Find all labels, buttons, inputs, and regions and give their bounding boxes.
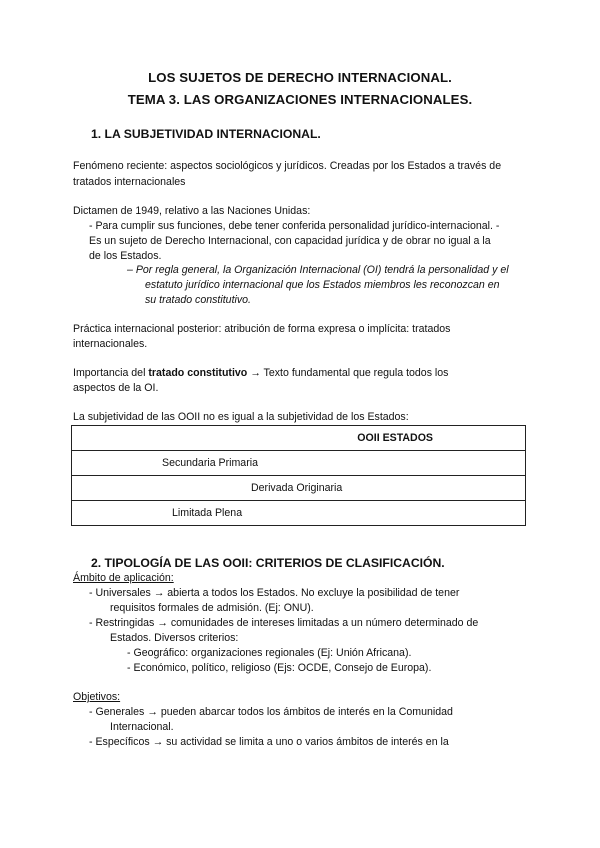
table-cell: Limitada Plena xyxy=(72,501,526,526)
objetivos-label: Objetivos: xyxy=(73,691,121,703)
table-header-cell: OOII ESTADOS xyxy=(72,426,526,451)
importancia-line1 xyxy=(73,365,448,381)
importancia-post: → Texto fundamental que regula todos los xyxy=(247,367,449,379)
criterio-economico: - Económico, político, religioso (Ejs: OCDE, Consejo de Europa). xyxy=(127,662,432,674)
table-row xyxy=(72,501,526,526)
dictamen-line: Dictamen de 1949, relativo a las Naciones Unidas: xyxy=(73,205,311,217)
table-cell: Secundaria Primaria xyxy=(72,451,526,476)
generales-line1: - Generales → pueden abarcar todos los ámbitos de interés en la Comunidad xyxy=(89,706,453,718)
practica-line2: internacionales. xyxy=(73,338,148,350)
italic-line3: su tratado constitutivo. xyxy=(145,294,251,306)
para1-line2: tratados internacionales xyxy=(73,176,186,188)
italic-line1: – Por regla general, la Organización Internacional (OI) tendrá la personalidad y el xyxy=(127,264,509,276)
ambito-label: Ámbito de aplicación: xyxy=(73,572,174,584)
table-intro: La subjetividad de las OOII no es igual a la subjetividad de los Estados: xyxy=(73,411,409,423)
table-row xyxy=(72,476,526,501)
doc-title-line1: LOS SUJETOS DE DERECHO INTERNACIONAL. xyxy=(148,70,452,85)
table-row xyxy=(72,451,526,476)
criterio-geografico: - Geográfico: organizaciones regionales (Ej: Unión Africana). xyxy=(127,647,412,659)
section1-heading: 1. LA SUBJETIVIDAD INTERNACIONAL. xyxy=(91,127,321,141)
practica-line1: Práctica internacional posterior: atribución de forma expresa o implícita: tratados xyxy=(73,323,451,335)
restringidas-line2: Estados. Diversos criterios: xyxy=(110,632,239,644)
importancia-line2: aspectos de la OI. xyxy=(73,382,159,394)
especificos-line1: - Específicos → su actividad se limita a uno o varios ámbitos de interés en la xyxy=(89,736,449,748)
comparison-table xyxy=(71,425,526,526)
universales-line2: requisitos formales de admisión. (Ej: ONU). xyxy=(110,602,314,614)
restringidas-line1: - Restringidas → comunidades de intereses limitadas a un número determinado de xyxy=(89,617,479,629)
dictamen-bullet2: Es un sujeto de Derecho Internacional, con capacidad jurídica y de obrar no igual a la xyxy=(89,235,491,247)
table-cell: Derivada Originaria xyxy=(72,476,526,501)
importancia-bold: tratado constitutivo xyxy=(148,367,248,379)
generales-line2: Internacional. xyxy=(110,721,174,733)
doc-title-line2: TEMA 3. LAS ORGANIZACIONES INTERNACIONALES. xyxy=(127,92,473,107)
universales-line1: - Universales → abierta a todos los Estados. No excluye la posibilidad de tener xyxy=(89,587,460,599)
table-row xyxy=(72,426,526,451)
italic-line2: estatuto jurídico internacional que los Estados miembros les reconozcan en xyxy=(145,279,500,291)
para1-line1: Fenómeno reciente: aspectos sociológicos y jurídicos. Creadas por los Estados a través de xyxy=(73,160,502,172)
dictamen-bullet3: de los Estados. xyxy=(89,250,162,262)
dictamen-bullet1: - Para cumplir sus funciones, debe tener conferida personalidad jurídico-internacional. - xyxy=(89,220,500,232)
section2-heading: 2. TIPOLOGÍA DE LAS OOII: CRITERIOS DE CLASIFICACIÓN. xyxy=(91,556,445,570)
importancia-pre: Importancia del xyxy=(73,367,149,379)
